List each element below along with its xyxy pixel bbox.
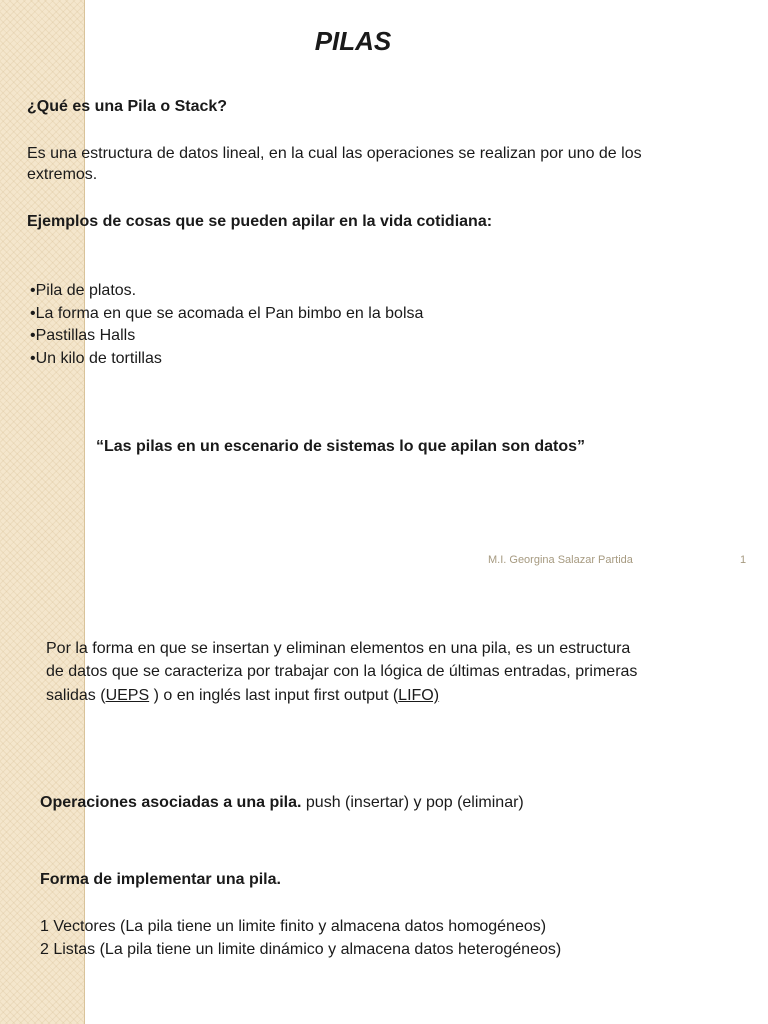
- operations-line: [40, 792, 524, 814]
- list-item: •Pila de platos.: [30, 282, 137, 299]
- ueps-term: UEPS: [105, 687, 150, 704]
- examples-heading: Ejemplos de cosas que se pueden apilar en la vida cotidiana:: [27, 213, 493, 230]
- question-heading: ¿Qué es una Pila o Stack?: [27, 98, 228, 115]
- quote-text: “Las pilas en un escenario de sistemas lo que apilan son datos”: [96, 438, 586, 455]
- implementation-item-1: 1 Vectores (La pila tiene un limite finito y almacena datos homogéneos): [40, 918, 547, 935]
- footer-author: M.I. Georgina Salazar Partida: [488, 554, 633, 566]
- definition-line-2: extremos.: [27, 166, 98, 183]
- examples-list: [30, 280, 423, 370]
- list-item: •Pastillas Halls: [30, 327, 136, 344]
- implementation-item-2: 2 Listas (La pila tiene un limite dinámico y almacena datos heterogéneos): [40, 941, 562, 958]
- operations-text: push (insertar) y pop (eliminar): [301, 794, 524, 811]
- list-item: •Un kilo de tortillas: [30, 349, 162, 367]
- paragraph-line-1: Por la forma en que se insertan y eliminan elementos en una pila, es un estructura: [46, 640, 631, 657]
- implement-heading: Forma de implementar una pila.: [40, 871, 281, 888]
- paragraph-text: ) o en inglés last input first output (: [149, 687, 399, 704]
- list-item: •La forma en que se acomada el Pan bimbo en la bolsa: [30, 304, 424, 322]
- definition-line-1: Es una estructura de datos lineal, en la cual las operaciones se realizan por uno de los: [27, 145, 642, 162]
- operations-heading: Operaciones asociadas a una pila.: [40, 794, 302, 811]
- lifo-term: LIFO): [398, 687, 440, 704]
- paragraph-line-3: [46, 685, 439, 707]
- page-title: PILAS: [314, 26, 392, 56]
- footer-page-number: 1: [740, 554, 747, 566]
- paragraph-line-2: de datos que se caracteriza por trabajar con la lógica de últimas entradas, primeras: [46, 663, 638, 680]
- paragraph-text: salidas (: [46, 687, 106, 704]
